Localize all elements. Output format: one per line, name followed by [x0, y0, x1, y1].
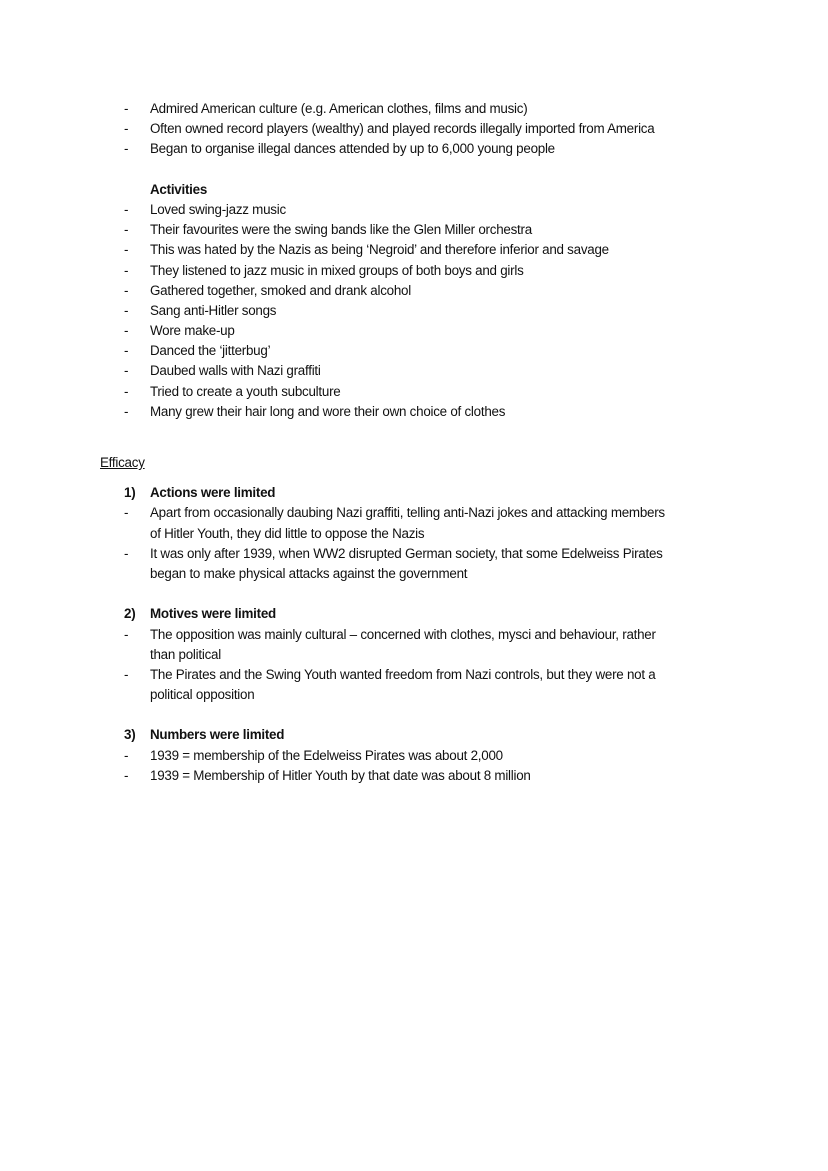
- bullet-text: Apart from occasionally daubing Nazi graffiti, telling anti-Nazi jokes and attacking members: [150, 505, 665, 521]
- bullet-text: Daubed walls with Nazi graffiti: [150, 363, 321, 379]
- section-title: Numbers were limited: [150, 727, 285, 743]
- efficacy-item: [0, 564, 828, 584]
- bullet-dash: -: [124, 302, 129, 318]
- bullet-dash: -: [124, 101, 129, 116]
- bullet-dash: -: [124, 626, 129, 642]
- bullet-item: [0, 99, 828, 119]
- bullet-text: Began to organise illegal dances attended by up to 6,000 young people: [150, 141, 555, 157]
- bullet-text: Gathered together, smoked and drank alcohol: [150, 282, 411, 298]
- bullet-dash: -: [124, 767, 129, 783]
- bullet-dash: -: [124, 262, 129, 278]
- efficacy-item: [0, 685, 828, 705]
- bullet-dash: -: [124, 343, 129, 359]
- activity-item: [0, 200, 828, 220]
- efficacy-item: [0, 645, 828, 665]
- efficacy-item: [0, 524, 828, 544]
- section-number: 1): [124, 485, 136, 501]
- bullet-dash: -: [124, 242, 129, 258]
- bullet-dash: -: [124, 403, 129, 419]
- bullet-text: It was only after 1939, when WW2 disrupted German society, that some Edelweiss Pirates: [150, 545, 663, 561]
- activity-item: [0, 301, 828, 321]
- efficacy-item: [0, 746, 828, 766]
- bullet-text: The Pirates and the Swing Youth wanted freedom from Nazi controls, but they were not a: [150, 666, 656, 682]
- bullet-text: Loved swing-jazz music: [150, 201, 286, 217]
- bullet-dash: -: [124, 505, 129, 521]
- section-number: 3): [124, 727, 136, 743]
- bullet-text: This was hated by the Nazis as being ‘Negroid’ and therefore inferior and savage: [150, 242, 609, 258]
- section-title: Actions were limited: [150, 485, 276, 501]
- bullet-dash: -: [124, 121, 129, 137]
- bullet-dash: -: [124, 141, 129, 157]
- bullet-text: The opposition was mainly cultural – concerned with clothes, mysci and behaviour, rather: [150, 626, 656, 642]
- spacer: [0, 422, 828, 453]
- section-number: 2): [124, 606, 136, 622]
- efficacy-item: [0, 503, 828, 523]
- activity-item: [0, 240, 828, 260]
- bullet-dash: -: [124, 666, 129, 682]
- activity-item: [0, 220, 828, 240]
- activity-item: [0, 281, 828, 301]
- bullet-text: Admired American culture (e.g. American clothes, films and music): [150, 101, 528, 116]
- activity-item: [0, 341, 828, 361]
- bullet-text: Their favourites were the swing bands like the Glen Miller orchestra: [150, 222, 532, 238]
- bullet-dash: -: [124, 222, 129, 238]
- spacer: [0, 705, 828, 725]
- bullet-text: 1939 = Membership of Hitler Youth by that date was about 8 million: [150, 767, 531, 783]
- spacer: [0, 584, 828, 604]
- activity-item: [0, 361, 828, 381]
- activity-item: [0, 261, 828, 281]
- efficacy-item: [0, 766, 828, 786]
- spacer: [0, 473, 828, 483]
- spacer: [0, 160, 828, 180]
- efficacy-section-heading: [0, 725, 828, 745]
- bullet-text: Danced the ‘jitterbug’: [150, 343, 271, 359]
- bullet-text: than political: [150, 646, 221, 662]
- activity-item: [0, 402, 828, 422]
- activities-heading: [0, 180, 828, 200]
- bullet-dash: -: [124, 201, 129, 217]
- bullet-dash: -: [124, 383, 129, 399]
- bullet-dash: -: [124, 282, 129, 298]
- efficacy-item: [0, 544, 828, 564]
- section-title: Motives were limited: [150, 606, 276, 622]
- bullet-item: [0, 119, 828, 139]
- efficacy-title: Efficacy: [100, 455, 145, 470]
- bullet-text: began to make physical attacks against the government: [150, 565, 468, 581]
- bullet-dash: -: [124, 323, 129, 339]
- bullet-text: of Hitler Youth, they did little to oppose the Nazis: [150, 525, 425, 541]
- bullet-text: They listened to jazz music in mixed groups of both boys and girls: [150, 262, 524, 278]
- bullet-text: Many grew their hair long and wore their own choice of clothes: [150, 403, 506, 419]
- bullet-dash: -: [124, 545, 129, 561]
- document-page: [0, 99, 828, 786]
- efficacy-section-heading: [0, 604, 828, 624]
- activities-title: Activities: [150, 181, 208, 197]
- activity-item: [0, 382, 828, 402]
- efficacy-item: [0, 665, 828, 685]
- bullet-text: political opposition: [150, 687, 255, 703]
- bullet-text: 1939 = membership of the Edelweiss Pirates was about 2,000: [150, 747, 503, 763]
- efficacy-item: [0, 625, 828, 645]
- bullet-text: Sang anti-Hitler songs: [150, 302, 277, 318]
- bullet-dash: -: [124, 747, 129, 763]
- bullet-text: Tried to create a youth subculture: [150, 383, 341, 399]
- efficacy-heading: [0, 453, 828, 473]
- bullet-text: Wore make-up: [150, 323, 235, 339]
- bullet-item: [0, 139, 828, 159]
- efficacy-section-heading: [0, 483, 828, 503]
- activity-item: [0, 321, 828, 341]
- bullet-text: Often owned record players (wealthy) and played records illegally imported from America: [150, 121, 655, 137]
- bullet-dash: -: [124, 363, 129, 379]
